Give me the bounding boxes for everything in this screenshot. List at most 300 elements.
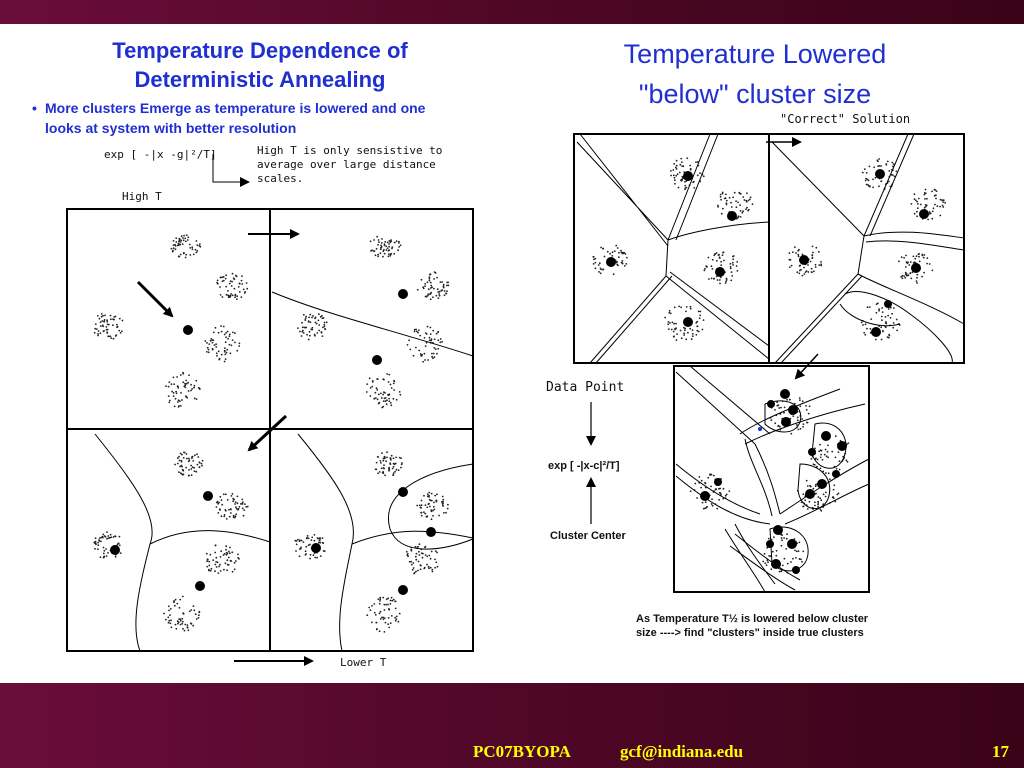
data-point <box>431 356 433 358</box>
data-point <box>592 256 594 258</box>
data-point <box>385 622 387 624</box>
data-point <box>297 539 299 541</box>
data-point <box>412 562 414 564</box>
data-point <box>371 605 373 607</box>
data-point <box>695 334 697 336</box>
data-point <box>820 263 822 265</box>
data-point <box>309 558 311 560</box>
data-point <box>377 472 379 474</box>
cluster-center-dot <box>683 317 693 327</box>
data-point <box>707 477 709 479</box>
data-point <box>97 548 99 550</box>
data-point <box>429 293 431 295</box>
data-point <box>708 257 710 259</box>
data-point <box>389 462 391 464</box>
data-point <box>198 466 200 468</box>
data-point <box>310 554 312 556</box>
data-point <box>914 198 916 200</box>
data-point <box>399 394 401 396</box>
data-point <box>411 564 413 566</box>
cluster-center-dot <box>766 540 774 548</box>
data-point <box>390 254 392 256</box>
data-point <box>805 405 807 407</box>
data-point <box>210 570 212 572</box>
data-point <box>818 251 820 253</box>
data-point <box>799 542 801 544</box>
data-point <box>925 192 927 194</box>
data-point <box>709 473 711 475</box>
data-point <box>366 614 368 616</box>
data-point <box>730 280 732 282</box>
data-point <box>217 512 219 514</box>
data-point <box>440 281 442 283</box>
data-point <box>195 380 197 382</box>
data-point <box>391 600 393 602</box>
data-point <box>681 165 683 167</box>
data-point <box>392 398 394 400</box>
data-point <box>376 628 378 630</box>
data-point <box>820 467 822 469</box>
data-point <box>433 506 435 508</box>
data-point <box>820 499 822 501</box>
data-point <box>802 400 804 402</box>
data-point <box>390 622 392 624</box>
data-point <box>748 200 750 202</box>
data-point <box>301 335 303 337</box>
data-point <box>764 553 766 555</box>
data-point <box>101 320 103 322</box>
data-point <box>97 335 99 337</box>
data-point <box>706 266 708 268</box>
data-point <box>231 285 233 287</box>
data-point <box>917 203 919 205</box>
data-point <box>224 347 226 349</box>
data-point <box>792 415 794 417</box>
data-point <box>196 252 198 254</box>
data-point <box>417 289 419 291</box>
data-point <box>712 268 714 270</box>
data-point <box>424 285 426 287</box>
data-point <box>428 555 430 557</box>
data-point <box>238 286 240 288</box>
data-point <box>229 344 231 346</box>
data-point <box>745 208 747 210</box>
data-point <box>600 268 602 270</box>
data-point <box>739 193 741 195</box>
data-point <box>316 332 318 334</box>
data-point <box>434 495 436 497</box>
data-point <box>312 315 314 317</box>
data-point <box>940 199 942 201</box>
data-point <box>924 194 926 196</box>
data-point <box>432 357 434 359</box>
data-point <box>318 320 320 322</box>
left-title-line2: Deterministic Annealing <box>134 67 386 92</box>
data-point <box>421 500 423 502</box>
data-point <box>241 280 243 282</box>
data-point <box>916 255 918 257</box>
data-point <box>101 316 103 318</box>
data-point <box>177 401 179 403</box>
data-point <box>99 318 101 320</box>
data-point <box>188 390 190 392</box>
data-point <box>784 558 786 560</box>
data-point <box>196 398 198 400</box>
data-point <box>428 567 430 569</box>
data-point <box>309 335 311 337</box>
data-point <box>737 217 739 219</box>
data-point <box>807 508 809 510</box>
data-point <box>241 283 243 285</box>
data-point <box>314 334 316 336</box>
data-point <box>322 335 324 337</box>
data-point <box>235 506 237 508</box>
data-point <box>803 267 805 269</box>
data-point <box>434 567 436 569</box>
data-point <box>426 556 428 558</box>
data-point <box>434 559 436 561</box>
data-point <box>215 327 217 329</box>
data-point <box>120 552 122 554</box>
data-point <box>239 291 241 293</box>
data-point <box>384 631 386 633</box>
data-point <box>189 254 191 256</box>
data-point <box>113 319 115 321</box>
data-point <box>674 179 676 181</box>
data-point <box>187 236 189 238</box>
data-point <box>193 609 195 611</box>
data-point <box>212 559 214 561</box>
data-point <box>814 501 816 503</box>
data-point <box>609 253 611 255</box>
data-point <box>442 503 444 505</box>
data-point <box>165 385 167 387</box>
data-point <box>178 256 180 258</box>
data-point <box>381 617 383 619</box>
data-point <box>229 283 231 285</box>
data-point <box>720 196 722 198</box>
data-point <box>729 197 731 199</box>
data-point <box>238 506 240 508</box>
data-point <box>243 509 245 511</box>
data-point <box>377 244 379 246</box>
data-point <box>219 508 221 510</box>
data-point <box>684 329 686 331</box>
data-point <box>617 247 619 249</box>
data-point <box>118 542 120 544</box>
data-point <box>684 185 686 187</box>
data-point <box>734 192 736 194</box>
data-point <box>230 509 232 511</box>
data-point <box>426 516 428 518</box>
data-point <box>230 280 232 282</box>
data-point <box>795 252 797 254</box>
data-point <box>193 387 195 389</box>
data-point <box>943 199 945 201</box>
cluster-center-dot <box>767 400 775 408</box>
data-point <box>430 333 432 335</box>
data-point <box>441 289 443 291</box>
data-point <box>176 376 178 378</box>
data-point <box>875 339 877 341</box>
data-point <box>737 202 739 204</box>
data-point <box>390 239 392 241</box>
correct-solution-label: "Correct" Solution <box>780 112 911 126</box>
data-point <box>809 405 811 407</box>
data-point <box>216 352 218 354</box>
data-point <box>380 462 382 464</box>
data-point <box>391 387 393 389</box>
data-point <box>386 451 388 453</box>
data-point <box>732 264 734 266</box>
data-point <box>94 328 96 330</box>
data-point <box>725 282 727 284</box>
data-point <box>215 545 217 547</box>
data-point <box>192 466 194 468</box>
data-point <box>429 280 431 282</box>
data-point <box>416 505 418 507</box>
data-point <box>420 568 422 570</box>
data-point <box>817 459 819 461</box>
data-point <box>182 237 184 239</box>
data-point <box>799 397 801 399</box>
data-point <box>730 202 732 204</box>
data-point <box>236 298 238 300</box>
data-point <box>790 561 792 563</box>
data-point <box>432 510 434 512</box>
data-point <box>173 601 175 603</box>
data-point <box>872 187 874 189</box>
data-point <box>802 551 804 553</box>
data-point <box>827 451 829 453</box>
data-point <box>212 348 214 350</box>
data-point <box>195 249 197 251</box>
data-point <box>710 486 712 488</box>
data-point <box>778 404 780 406</box>
data-point <box>177 620 179 622</box>
data-point <box>375 614 377 616</box>
data-point <box>914 213 916 215</box>
data-point <box>235 513 237 515</box>
data-point <box>326 321 328 323</box>
data-point <box>169 400 171 402</box>
data-point <box>699 476 701 478</box>
data-point <box>391 597 393 599</box>
data-point <box>376 378 378 380</box>
data-point <box>194 398 196 400</box>
data-point <box>778 407 780 409</box>
data-point <box>669 310 671 312</box>
data-point <box>186 626 188 628</box>
data-point <box>415 556 417 558</box>
data-point <box>384 243 386 245</box>
data-point <box>382 250 384 252</box>
data-point <box>309 314 311 316</box>
data-point <box>241 275 243 277</box>
bullet-line1: More clusters Emerge as temperature is lowered and one <box>45 100 426 116</box>
data-point <box>625 263 627 265</box>
data-point <box>432 515 434 517</box>
data-point <box>178 399 180 401</box>
data-point <box>393 381 395 383</box>
data-point <box>376 236 378 238</box>
cluster-center-dot <box>311 543 321 553</box>
data-point <box>381 397 383 399</box>
data-point <box>302 326 304 328</box>
data-point <box>865 323 867 325</box>
data-point <box>436 333 438 335</box>
data-point <box>667 323 669 325</box>
data-point-label: Data Point <box>546 380 625 395</box>
data-point <box>939 215 941 217</box>
data-point <box>180 374 182 376</box>
data-point <box>188 374 190 376</box>
data-point <box>437 288 439 290</box>
data-point <box>811 458 813 460</box>
data-point <box>877 159 879 161</box>
data-point <box>740 216 742 218</box>
data-point <box>933 207 935 209</box>
data-point <box>183 235 185 237</box>
data-point <box>380 247 382 249</box>
data-point <box>321 331 323 333</box>
data-point <box>117 326 119 328</box>
data-point <box>598 271 600 273</box>
high-t-note-line1: High T is only sensistive to <box>257 144 443 157</box>
data-point <box>236 295 238 297</box>
data-point <box>224 514 226 516</box>
data-point <box>370 240 372 242</box>
data-point <box>381 452 383 454</box>
data-point <box>446 290 448 292</box>
data-point <box>889 335 891 337</box>
data-point <box>786 399 788 401</box>
data-point <box>314 534 316 536</box>
data-point <box>222 280 224 282</box>
cluster-center-dot <box>683 171 693 181</box>
data-point <box>220 294 222 296</box>
data-point <box>862 324 864 326</box>
data-point <box>790 433 792 435</box>
data-point <box>798 255 800 257</box>
data-point <box>922 255 924 257</box>
data-point <box>324 328 326 330</box>
data-point <box>895 171 897 173</box>
data-point <box>726 204 728 206</box>
data-point <box>120 332 122 334</box>
data-point <box>730 266 732 268</box>
data-point <box>223 554 225 556</box>
data-point <box>728 490 730 492</box>
data-point <box>386 598 388 600</box>
data-point <box>232 500 234 502</box>
data-point <box>432 330 434 332</box>
right-caption-line2: size ----> find "clusters" inside true clusters <box>636 627 864 639</box>
data-point <box>232 332 234 334</box>
data-point <box>428 496 430 498</box>
data-point <box>168 620 170 622</box>
data-point <box>787 563 789 565</box>
data-point <box>781 571 783 573</box>
data-point <box>914 193 916 195</box>
data-point <box>671 329 673 331</box>
data-point <box>389 241 391 243</box>
data-point <box>690 308 692 310</box>
data-point <box>106 538 108 540</box>
cluster-center-dot <box>398 487 408 497</box>
data-point <box>393 389 395 391</box>
data-point <box>187 624 189 626</box>
data-point <box>186 453 188 455</box>
data-point <box>785 548 787 550</box>
cluster-center-dot <box>781 417 791 427</box>
data-point <box>218 359 220 361</box>
data-point <box>305 327 307 329</box>
data-point <box>224 509 226 511</box>
data-point <box>113 536 115 538</box>
data-point <box>726 494 728 496</box>
data-point <box>670 175 672 177</box>
data-point <box>423 495 425 497</box>
data-point <box>891 313 893 315</box>
data-point <box>196 240 198 242</box>
lower-t-label: Lower T <box>340 656 387 669</box>
data-point <box>173 240 175 242</box>
data-point <box>94 332 96 334</box>
data-point <box>305 317 307 319</box>
footer-email: gcf@indiana.edu <box>620 742 744 761</box>
data-point <box>182 612 184 614</box>
data-point <box>391 246 393 248</box>
footer-page-number: 17 <box>992 742 1009 761</box>
data-point <box>222 296 224 298</box>
bullet-line2: looks at system with better resolution <box>45 120 297 136</box>
data-point <box>436 552 438 554</box>
data-point <box>797 254 799 256</box>
data-point <box>768 538 770 540</box>
data-point <box>622 260 624 262</box>
data-point <box>95 537 97 539</box>
data-point <box>378 403 380 405</box>
data-point <box>224 354 226 356</box>
data-point <box>100 332 102 334</box>
cluster-center-dot <box>183 325 193 335</box>
data-point <box>226 349 228 351</box>
data-point <box>204 340 206 342</box>
data-point <box>311 317 313 319</box>
data-point <box>936 205 938 207</box>
data-point <box>110 318 112 320</box>
data-point <box>398 241 400 243</box>
data-point <box>232 571 234 573</box>
data-point <box>764 562 766 564</box>
data-point <box>225 332 227 334</box>
data-point <box>104 315 106 317</box>
high-t-label: High T <box>122 190 162 203</box>
data-point <box>308 317 310 319</box>
cluster-center-dot <box>773 525 783 535</box>
data-point <box>419 543 421 545</box>
slide <box>0 24 1024 683</box>
data-point <box>864 168 866 170</box>
data-point <box>664 317 666 319</box>
data-point <box>228 564 230 566</box>
data-point <box>388 469 390 471</box>
data-point <box>380 252 382 254</box>
data-point <box>595 262 597 264</box>
data-point <box>175 245 177 247</box>
data-point <box>878 158 880 160</box>
